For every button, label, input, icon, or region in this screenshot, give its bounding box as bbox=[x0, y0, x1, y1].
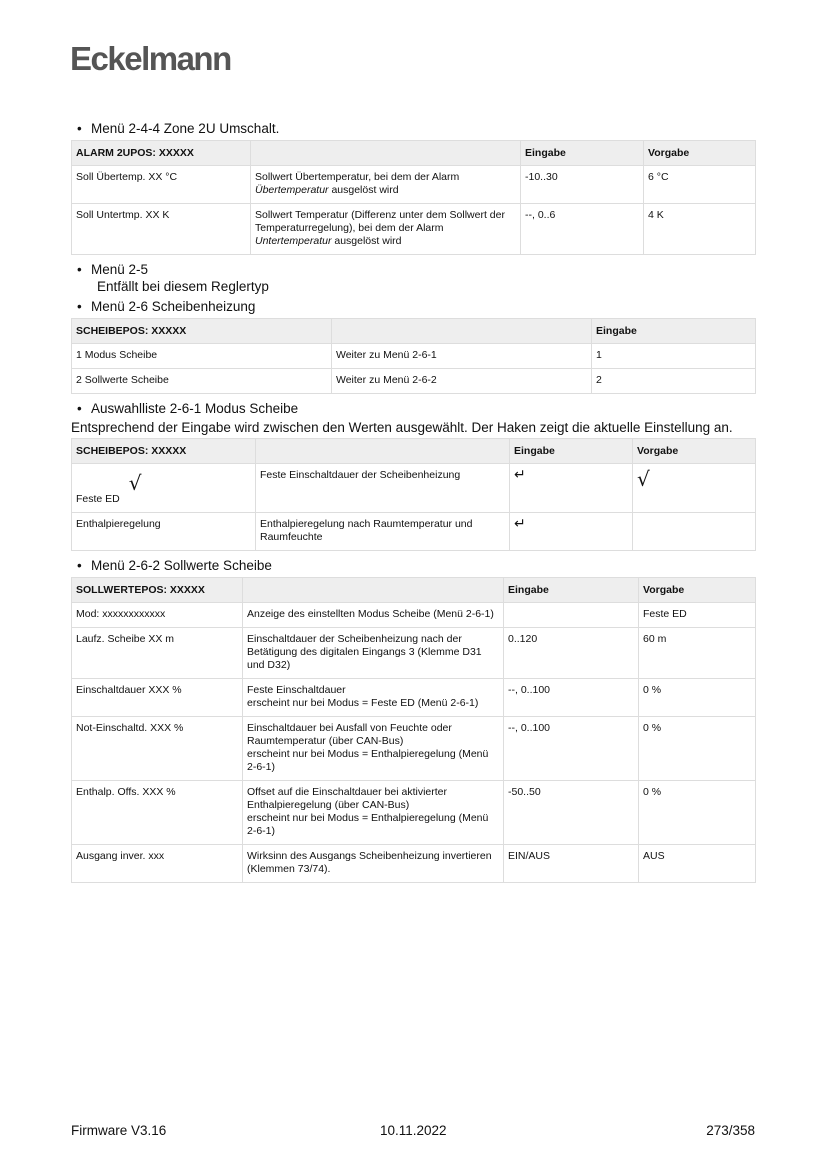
table-row bbox=[72, 344, 756, 369]
enter-icon: ↵ bbox=[514, 516, 526, 532]
cell-desc: Enthalpieregelung nach Raumtemperatur und Raumfeuchte bbox=[256, 513, 510, 551]
cell-name: Enthalp. Offs. XXX % bbox=[72, 781, 243, 845]
cell-default: 60 m bbox=[639, 628, 756, 679]
header-cell bbox=[256, 439, 510, 464]
bullet-text: Menü 2-5 bbox=[91, 262, 149, 277]
cell-default: 0 % bbox=[639, 717, 756, 781]
header-cell: Vorgabe bbox=[644, 141, 756, 166]
desc-text: ausgelöst wird bbox=[331, 235, 402, 247]
header-cell: Eingabe bbox=[521, 141, 644, 166]
header-cell: Vorgabe bbox=[633, 439, 756, 464]
table-header bbox=[72, 319, 756, 344]
desc-text: Sollwert Übertemperatur, bei dem der Alarm bbox=[255, 171, 460, 183]
desc-note: erscheint nur bei Modus = Enthalpieregelung (Menü 2-6-1) bbox=[247, 812, 489, 837]
cell-input: EIN/AUS bbox=[504, 845, 639, 883]
bullet-menu-2-4-4: • Menü 2-4-4 Zone 2U Umschalt. bbox=[77, 121, 280, 136]
table-alarm-2upos bbox=[71, 140, 756, 255]
cell-name bbox=[72, 464, 256, 513]
cell-default: 0 % bbox=[639, 781, 756, 845]
desc-text: Feste Einschaltdauer bbox=[247, 684, 346, 696]
cell-name: Einschaltdauer XXX % bbox=[72, 679, 243, 717]
cell-default bbox=[633, 513, 756, 551]
footer-page-number: 273/358 bbox=[706, 1123, 755, 1138]
cell-name: Soll Übertemp. XX °C bbox=[72, 166, 251, 204]
table-row bbox=[72, 369, 756, 394]
bullet-subtext: Entfällt bei diesem Reglertyp bbox=[97, 279, 269, 294]
table-scheibepos bbox=[71, 318, 756, 394]
cell-desc bbox=[251, 166, 521, 204]
cell-desc bbox=[243, 717, 504, 781]
table-row bbox=[72, 464, 756, 513]
header-cell: Vorgabe bbox=[639, 578, 756, 603]
enter-icon: ↵ bbox=[514, 467, 526, 483]
cell-input: --, 0..100 bbox=[504, 679, 639, 717]
bullet-text: Auswahlliste 2-6-1 Modus Scheibe bbox=[91, 401, 299, 416]
cell-input bbox=[504, 603, 639, 628]
header-cell: Eingabe bbox=[510, 439, 633, 464]
check-icon: √ bbox=[637, 467, 650, 491]
desc-text: ausgelöst wird bbox=[328, 184, 399, 196]
table-row bbox=[72, 603, 756, 628]
desc-text: Einschaltdauer der Scheibenheizung nach der Betätigung des digitalen Eingangs 3 (Klemme D31 und D32) bbox=[247, 633, 482, 671]
desc-note: erscheint nur bei Modus = Feste ED (Menü 2-6-1) bbox=[247, 697, 479, 709]
bullet-text: Menü 2-6-2 Sollwerte Scheibe bbox=[91, 558, 272, 573]
table-row bbox=[72, 628, 756, 679]
bullet-menu-2-6: • Menü 2-6 Scheibenheizung bbox=[77, 299, 256, 314]
cell-input: 0..120 bbox=[504, 628, 639, 679]
cell-name: Enthalpieregelung bbox=[72, 513, 256, 551]
cell-desc bbox=[251, 204, 521, 255]
bullet-text: Menü 2-4-4 Zone 2U Umschalt. bbox=[91, 121, 280, 136]
table-row bbox=[72, 845, 756, 883]
cell-desc bbox=[243, 603, 504, 628]
cell-desc: Weiter zu Menü 2-6-1 bbox=[332, 344, 592, 369]
table-row bbox=[72, 781, 756, 845]
cell-default: 0 % bbox=[639, 679, 756, 717]
table-row bbox=[72, 717, 756, 781]
header-cell bbox=[243, 578, 504, 603]
cell-input bbox=[510, 513, 633, 551]
table-modus-scheibe bbox=[71, 438, 756, 551]
desc-text: Wirksinn des Ausgangs Scheibenheizung invertieren (Klemmen 73/74). bbox=[247, 850, 492, 875]
header-cell: SCHEIBEPOS: XXXXX bbox=[72, 319, 332, 344]
option-name: Feste ED bbox=[76, 493, 120, 505]
table-row bbox=[72, 679, 756, 717]
desc-text: Offset auf die Einschaltdauer bei aktivierter Enthalpieregelung (über CAN-Bus) bbox=[247, 786, 447, 811]
cell-default: 4 K bbox=[644, 204, 756, 255]
cell-input: --, 0..100 bbox=[504, 717, 639, 781]
footer-date: 10.11.2022 bbox=[380, 1123, 447, 1138]
footer-firmware: Firmware V3.16 bbox=[71, 1123, 167, 1138]
header-cell bbox=[251, 141, 521, 166]
cell-name: Soll Untertmp. XX K bbox=[72, 204, 251, 255]
cell-desc bbox=[243, 845, 504, 883]
cell-input: -10..30 bbox=[521, 166, 644, 204]
bullet-auswahlliste-2-6-1: • Auswahlliste 2-6-1 Modus Scheibe bbox=[77, 401, 299, 416]
table-row bbox=[72, 166, 756, 204]
desc-note: erscheint nur bei Modus = Enthalpieregelung (Menü 2-6-1) bbox=[247, 748, 489, 773]
table-header bbox=[72, 578, 756, 603]
desc-text: Einschaltdauer bei Ausfall von Feuchte oder Raumtemperatur (über CAN-Bus) bbox=[247, 722, 452, 747]
desc-text: Anzeige des einstellten Modus Scheibe (Menü 2-6-1) bbox=[247, 608, 494, 620]
bullet-menu-2-5: • Menü 2-5 Entfällt bei diesem Reglertyp bbox=[77, 261, 755, 295]
cell-desc bbox=[243, 679, 504, 717]
table-sollwertepos bbox=[71, 577, 756, 883]
desc-emphasis: Übertemperatur bbox=[255, 184, 329, 196]
cell-name: 2 Sollwerte Scheibe bbox=[72, 369, 332, 394]
table-row bbox=[72, 513, 756, 551]
cell-default: 6 °C bbox=[644, 166, 756, 204]
cell-desc bbox=[243, 628, 504, 679]
cell-input: 1 bbox=[592, 344, 756, 369]
cell-name: Mod: xxxxxxxxxxxx bbox=[72, 603, 243, 628]
cell-name: Ausgang inver. xxx bbox=[72, 845, 243, 883]
bullet-text: Menü 2-6 Scheibenheizung bbox=[91, 299, 256, 314]
header-cell: SOLLWERTEPOS: XXXXX bbox=[72, 578, 243, 603]
cell-default: AUS bbox=[639, 845, 756, 883]
cell-input: 2 bbox=[592, 369, 756, 394]
desc-text: Sollwert Temperatur (Differenz unter dem Sollwert der Temperaturregelung), bei dem der Alarm bbox=[255, 209, 505, 234]
check-icon: √ bbox=[128, 471, 142, 495]
table-header bbox=[72, 439, 756, 464]
page-content bbox=[71, 120, 755, 889]
header-cell: Eingabe bbox=[504, 578, 639, 603]
paragraph: Entsprechend der Eingabe wird zwischen den Werten ausgewählt. Der Haken zeigt die aktuelle Einstellung an. bbox=[71, 420, 733, 435]
cell-name: Not-Einschaltd. XXX % bbox=[72, 717, 243, 781]
cell-name: Laufz. Scheibe XX m bbox=[72, 628, 243, 679]
cell-desc: Weiter zu Menü 2-6-2 bbox=[332, 369, 592, 394]
cell-default bbox=[633, 464, 756, 513]
cell-default: Feste ED bbox=[639, 603, 756, 628]
cell-name: 1 Modus Scheibe bbox=[72, 344, 332, 369]
header-cell bbox=[332, 319, 592, 344]
eckelmann-logo: Eckelmann bbox=[70, 40, 231, 77]
desc-emphasis: Untertemperatur bbox=[255, 235, 332, 247]
header-cell: SCHEIBEPOS: XXXXX bbox=[72, 439, 256, 464]
cell-input: --, 0..6 bbox=[521, 204, 644, 255]
header-cell: Eingabe bbox=[592, 319, 756, 344]
table-header bbox=[72, 141, 756, 166]
header-cell: ALARM 2UPOS: XXXXX bbox=[72, 141, 251, 166]
cell-desc bbox=[243, 781, 504, 845]
cell-input bbox=[510, 464, 633, 513]
cell-input: -50..50 bbox=[504, 781, 639, 845]
table-row bbox=[72, 204, 756, 255]
bullet-menu-2-6-2: • Menü 2-6-2 Sollwerte Scheibe bbox=[77, 558, 272, 573]
cell-desc: Feste Einschaltdauer der Scheibenheizung bbox=[256, 464, 510, 513]
